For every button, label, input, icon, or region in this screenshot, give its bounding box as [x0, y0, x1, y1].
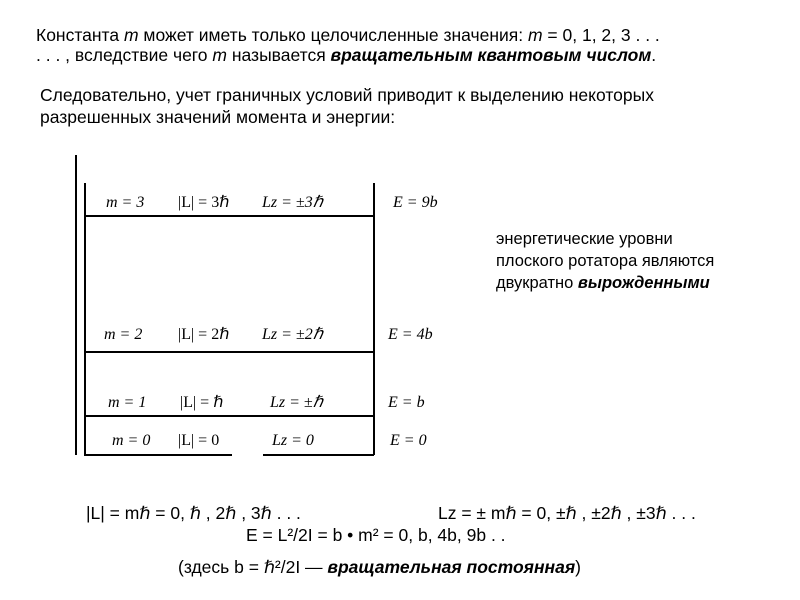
- level-line-m0-b: [263, 454, 374, 456]
- var-m: m: [123, 25, 139, 45]
- level-m0-L: |L| = 0: [178, 432, 220, 449]
- level-m3-L: |L| = 3ℏ: [178, 194, 230, 211]
- level-line-m3: [84, 215, 374, 217]
- side-note-line-2: плоского ротатора являются: [496, 252, 715, 270]
- level-m2-L: |L| = 2ℏ: [178, 326, 230, 343]
- level-m3-m: m = 3: [106, 194, 145, 211]
- formula-E: E = L²/2I = b • m² = 0, b, 4b, 9b . .: [246, 525, 506, 545]
- term-degenerate: вырожденными: [577, 274, 710, 292]
- level-line-m1: [84, 415, 374, 417]
- level-line-m0-a: [84, 454, 232, 456]
- term-quantum-number: вращательным квантовым числом: [330, 45, 652, 65]
- formula-b-text: ): [575, 557, 581, 577]
- term-rotational-constant: вращательная постоянная: [327, 557, 576, 577]
- level-m0-E: E = 0: [390, 432, 427, 449]
- level-line-m2: [84, 351, 374, 353]
- level-m1-E: E = b: [388, 394, 425, 411]
- var-m: m: [212, 45, 227, 65]
- side-note-text: двукратно: [496, 274, 578, 292]
- level-m3-E: E = 9b: [393, 194, 438, 211]
- level-m3-Lz: Lz = ±3ℏ: [262, 194, 323, 211]
- intro-text: . . . , вследствие чего: [36, 45, 213, 65]
- var-m: m: [527, 25, 543, 45]
- axis-vertical: [75, 155, 77, 455]
- level-m1-Lz: Lz = ±ℏ: [270, 394, 323, 411]
- formula-L: |L| = mℏ = 0, ℏ , 2ℏ , 3ℏ . . .: [86, 503, 301, 523]
- formula-b-text: (здесь b = ℏ²/2I —: [178, 557, 328, 577]
- side-note-line-3: [496, 272, 710, 294]
- level-m1-L: |L| = ℏ: [180, 394, 224, 411]
- level-m0-Lz: Lz = 0: [272, 432, 314, 449]
- intro-line-2: [36, 44, 656, 66]
- intro-text: может иметь только целочисленные значения:: [138, 25, 528, 45]
- level-m0-m: m = 0: [112, 432, 151, 449]
- intro-text: = 0, 1, 2, 3 . . .: [542, 25, 660, 45]
- intro-line-4: разрешенных значений момента и энергии:: [40, 107, 396, 127]
- level-m2-m: m = 2: [104, 326, 143, 343]
- formula-Lz: Lz = ± mℏ = 0, ±ℏ , ±2ℏ , ±3ℏ . . .: [438, 503, 696, 523]
- intro-text: называется: [226, 45, 331, 65]
- intro-line-1: [36, 24, 660, 46]
- intro-text: .: [651, 45, 657, 65]
- intro-line-3: Следовательно, учет граничных условий приводит к выделению некоторых: [40, 85, 654, 105]
- intro-text: Константа: [36, 25, 124, 45]
- side-note-line-1: энергетические уровни: [496, 230, 673, 248]
- level-m1-m: m = 1: [108, 394, 147, 411]
- formula-b: [178, 556, 581, 578]
- level-m2-Lz: Lz = ±2ℏ: [262, 326, 323, 343]
- level-m2-E: E = 4b: [388, 326, 433, 343]
